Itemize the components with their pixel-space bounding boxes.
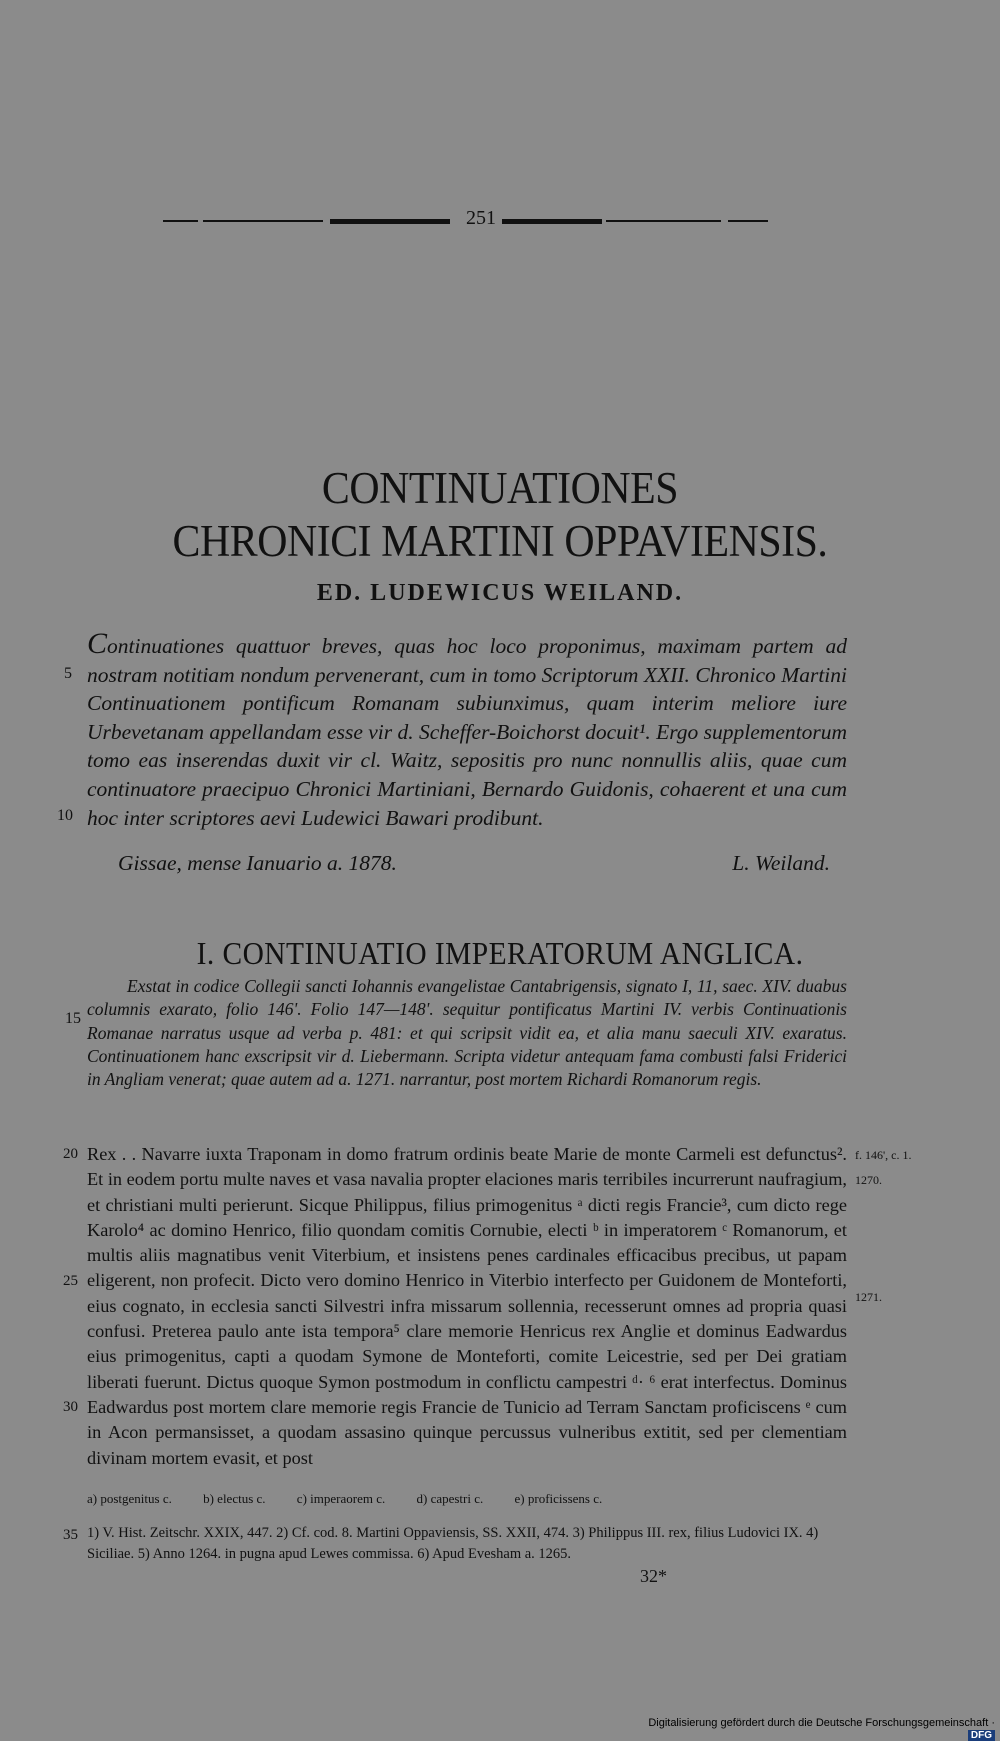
drop-letter: C [87, 627, 108, 660]
page-title-line1: CONTINUATIONES [321, 463, 679, 513]
rule-segment [606, 220, 721, 222]
critical-apparatus [87, 1491, 847, 1507]
margin-note: 1271. [855, 1290, 882, 1304]
line-number: 20 [63, 1146, 78, 1162]
dateline [118, 851, 830, 876]
apparatus-entry: c) imperaorem c. [296, 1491, 386, 1506]
apparatus-entry: d) capestri c. [416, 1491, 484, 1506]
page-number: 251 [466, 207, 496, 229]
rule-segment [163, 220, 198, 222]
line-number: 10 [57, 807, 73, 824]
line-number: 5 [64, 665, 72, 682]
apparatus-entry: e) proficissens c. [514, 1491, 603, 1506]
main-text [87, 1142, 847, 1471]
line-number: 30 [63, 1399, 78, 1415]
footnotes-text: 1) V. Hist. Zeitschr. XXIX, 447. 2) Cf. cod. 8. Martini Oppaviensis, SS. XXII, 474. 3) Philippus III. rex, filius Ludovici IX. 4) Siciliae. 5) Anno 1264. in pugna apud Lewes commissa. 6) Apud Evesham a. 1265. [87, 1525, 819, 1562]
credit-text: Digitalisierung gefördert durch die Deutsche Forschungsgemeinschaft · [648, 1717, 995, 1729]
rule-segment [728, 220, 768, 222]
intro-text: ontinuationes quattuor breves, quas hoc loco proponimus, maximam partem ad nostram notitiam nondum pervenerant, cum in tomo Scriptorum XXII. Chronico Martini Continuationem pontificum Romanam subiunximus, quam interim meliore iure Urbevetanam appellandam esse vir d. Scheffer-Boichorst docuit¹. Ergo supplementorum tomo eas inserendas duxit vir cl. Waitz, sepositis pro nunc nonnullis aliis, quae cum continuatore praecipuo Chronici Martiniani, Bernardo Guidonis, cohaerent et una cum hoc inter scriptores aevi Ludewici Bawari prodibunt. [87, 634, 847, 830]
section-note-text: Exstat in codice Collegii sancti Iohannis evangelistae Cantabrigensis, signato I, 11, saec. XIV. duabus columnis exarato, folio 146'. Folio 147—148'. sequitur pontificatus Martini IV. verbis Continuationis Romanae narratus usque ad verba p. 481: et qui scripsit vidit ea, et alia manu saeculi XIV. exaratus. Continuationem hanc exscripsit vir d. Liebermann. Scripta videtur antequam fama combusti falsi Friderici in Angliam venerat; quae autem ad a. 1271. narrantur, post mortem Richardi Romanorum regis. [87, 976, 847, 1090]
footnotes [87, 1523, 847, 1565]
section-title: I. CONTINUATIO IMPERATORUM ANGLICA. [196, 935, 804, 971]
apparatus-entry: a) postgenitus c. [87, 1491, 172, 1506]
rule-segment [330, 219, 450, 224]
apparatus-entry: b) electus c. [203, 1491, 266, 1506]
margin-note: f. 146', c. 1. [855, 1148, 912, 1162]
editor-line: ED. LUDEWICUS WEILAND. [316, 580, 684, 606]
line-number: 15 [65, 1010, 81, 1027]
line-number: 25 [63, 1273, 78, 1289]
margin-note: 1270. [855, 1173, 882, 1187]
rule-segment [203, 220, 323, 222]
rule-segment [502, 219, 602, 224]
place-date: Gissae, mense Ianuario a. 1878. [118, 851, 397, 875]
editor-signature: L. Weiland. [732, 851, 830, 875]
section-note [65, 975, 847, 1091]
main-text-content: Rex . . Navarre iuxta Traponam in domo fratrum ordinis beate Marie de monte Carmeli est defunctus². Et in eodem portu multe naves et vasa navalia propter elaciones maris terribiles incurrerunt naufragium, et christiani multi perierunt. Sicque Philippus, filius primogenitus ᵃ dicti regis Francie³, cum dicto rege Karolo⁴ ac domino Henrico, filio quondam comitis Cornubie, electi ᵇ in imperatorem ᶜ Romanorum, et multis aliis magnatibus venit Viterbium, et insistens penes cardinales efficacibus precibus, ut papam eligerent, non profecit. Dicto vero domino Henrico in Viterbio interfecto per Guidonem de Monteforti, eius cognato, in ecclesia sancti Silvestri infra missarum sollennia, recesserunt omnes ad propria quasi confusi. Preterea paulo ante ista tempora⁵ clare memorie Henricus rex Anglie et dominus Eadwardus eius primogenitus, capti a quodam Symone de Monteforti, comite Leicestrie, sed per Dei gratiam liberati fuerunt. Dictus quoque Symon postmodum in conflictu campestri ᵈ· ⁶ erat interfectus. Dominus Eadwardus post mortem clare memorie regis Francie de Tunicio ad Terram Sanctam proficiscens ᵉ cum in Acon permansisset, a quodam assasino quinque percussus vulneribus extitit, sed per clementiam divinam mortem evasit, et post [87, 1144, 847, 1468]
intro-paragraph [57, 627, 847, 832]
line-number: 35 [63, 1527, 78, 1543]
page-title-line2: CHRONICI MARTINI OPPAVIENSIS. [172, 516, 828, 566]
digitization-credit [620, 1717, 995, 1741]
page-header [0, 207, 1000, 235]
signature-mark: 32* [640, 1566, 667, 1586]
dfg-logo: DFG [968, 1730, 995, 1741]
